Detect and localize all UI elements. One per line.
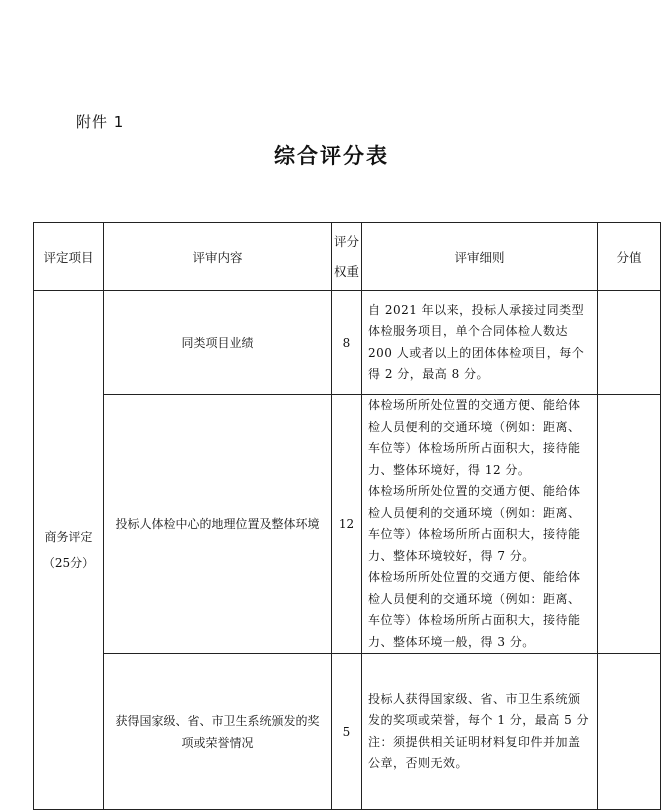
header-item: 评定项目 [34, 223, 104, 291]
scoring-table [33, 222, 661, 810]
header-content: 评审内容 [104, 223, 332, 291]
row-score [598, 654, 661, 810]
row-rules [362, 291, 598, 395]
category-name: 商务评定 [44, 530, 93, 544]
table-row [34, 291, 661, 395]
row-content: 投标人体检中心的地理位置及整体环境 [104, 395, 332, 654]
row-rules [362, 654, 598, 810]
row-rules [362, 395, 598, 654]
rule-note: 注：须提供相关证明材料复印件并加盖公章，否则无效。 [368, 734, 581, 770]
category-points: （25分） [42, 556, 95, 570]
page-title: 综合评分表 [274, 143, 389, 168]
rule-text: 体检场所所处位置的交通方便、能给体检人员便利的交通环境（例如：距离、车位等）体检场所所占面积大，接待能力、整体环境较好，得 7 分。 [368, 484, 581, 563]
rule-text: 投标人获得国家级、省、市卫生系统颁发的奖项或荣誉，每个 1 分，最高 5 分 [368, 691, 590, 727]
table-header-row [34, 223, 661, 291]
row-score [598, 291, 661, 395]
table-row [34, 654, 661, 810]
row-content: 获得国家级、省、市卫生系统颁发的奖项或荣誉情况 [104, 654, 332, 810]
rule-text: 体检场所所处位置的交通方便、能给体检人员便利的交通环境（例如：距离、车位等）体检场所所占面积大，接待能力、整体环境好，得 12 分。 [368, 398, 581, 477]
header-weight-line1: 评分 [333, 233, 359, 249]
row-content: 同类项目业绩 [104, 291, 332, 395]
rule-text: 体检场所所处位置的交通方便、能给体检人员便利的交通环境（例如：距离、车位等）体检场所所占面积大，接待能力、整体环境一般，得 3 分。 [368, 570, 581, 649]
header-rules: 评审细则 [362, 223, 598, 291]
row-weight: 5 [332, 654, 362, 810]
header-weight-line2: 权重 [333, 263, 359, 279]
table-row [34, 395, 661, 654]
row-score [598, 395, 661, 654]
header-score: 分值 [598, 223, 661, 291]
header-weight [332, 223, 362, 291]
row-weight: 8 [332, 291, 362, 395]
category-cell [34, 291, 104, 810]
attachment-label: 附件 1 [76, 113, 125, 131]
row-weight: 12 [332, 395, 362, 654]
rule-text: 自 2021 年以来，投标人承接过同类型体检服务项目，单个合同体检人数达 200 人或者以上的团体体检项目，每个得 2 分，最高 8 分。 [368, 302, 585, 381]
